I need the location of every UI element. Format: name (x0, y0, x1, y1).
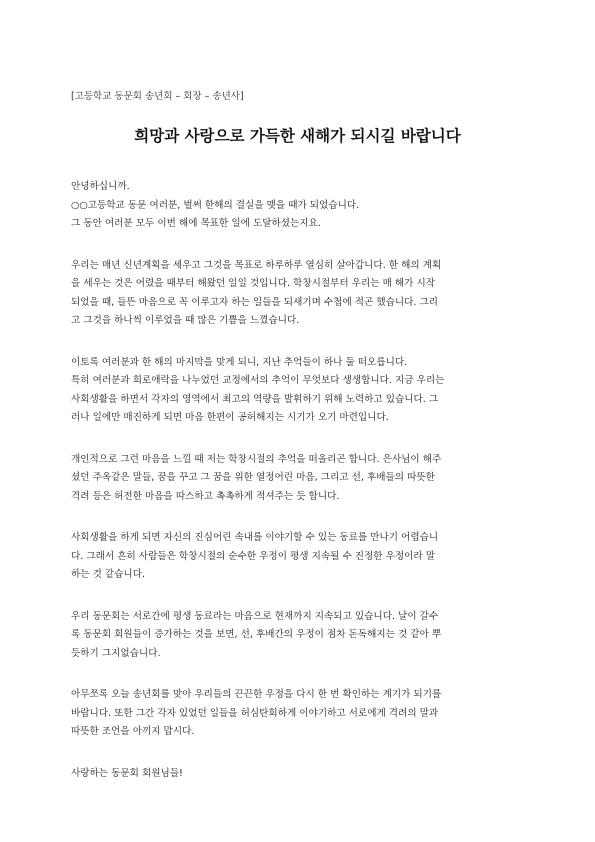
text-line: 우리 동문회는 서로간에 평생 동료라는 마음으로 현재까지 지속되고 있습니다. 날이 갈수 (71, 610, 439, 622)
paragraph-alumni-association (71, 608, 526, 664)
text-line: 셨던 주옥같은 말들, 꿈을 꾸고 그 꿈을 위한 열정어린 마음, 그리고 선, 후배들의 따뜻한 (71, 472, 435, 483)
text-line: 바랍니다. 또한 그간 각자 있었던 일들을 허심탄회하게 이야기하고 서로에게 격려의 말과 (71, 707, 439, 719)
text-line: 안녕하십니까. (71, 181, 130, 192)
text-line: 고 그것을 하나씩 이루었을 때 많은 기쁨을 느꼈습니다. (71, 315, 300, 326)
text-line: 사랑하는 동문회 회원님들! (71, 767, 183, 779)
text-line: 우리는 매년 신년계획을 세우고 그것을 목표로 하루하루 열심히 살아갑니다. 한 해의 계획 (71, 259, 442, 271)
text-line: 듯하기 그지없습니다. (71, 647, 161, 659)
paragraph-memories (71, 354, 526, 428)
paragraph-school-days (71, 451, 526, 507)
text-line: 을 세우는 것은 어렸을 때부터 해왔던 일일 것입니다. 학창시절부터 우리는 매 해가 시작 (71, 278, 436, 289)
paragraph-closing (71, 765, 526, 784)
text-line: 이토록 여러분과 한 해의 마지막을 맞게 되니, 지난 추억들이 하나 둘 떠오릅니다. (71, 356, 408, 368)
document-title: 희망과 사랑으로 가득한 새해가 되시길 바랍니다 (134, 127, 461, 145)
paragraph-greeting (71, 178, 526, 234)
text-line: 록 동문회 회원들이 증가하는 것을 보면, 선, 후배간의 우정이 점차 돈독해지는 것 같아 뿌 (71, 629, 442, 640)
text-line: 특히 여러분과 희로애락을 나누었던 교정에서의 추억이 무엇보다 생생합니다. 지금 우리는 (71, 375, 445, 386)
text-line: 사회생활을 하게 되면 자신의 진심어린 속내를 이야기할 수 있는 동료를 만나기 어렵습니 (71, 532, 439, 543)
paragraph-year-end-party (71, 686, 526, 742)
paragraph-new-year-plans (71, 257, 526, 331)
text-line: 격려 등은 허전한 마음을 따스하고 촉촉하게 적셔주는 듯 합니다. (71, 490, 340, 502)
text-line: 사회생활을 하면서 각자의 영역에서 최고의 역량을 발휘하기 위해 노력하고 있습니다. 그 (71, 393, 439, 405)
document-header: [고등학교 동문회 송년회 – 회장 – 송년사] (71, 91, 244, 102)
text-line: 되었을 때, 들뜬 마음으로 꼭 이루고자 하는 일들을 되새기며 수첩에 적곤 했습니다. 그리 (71, 296, 439, 308)
text-line: 러나 일에만 매진하게 되면 마음 한편이 공허해지는 시기가 오기 마련입니다. (71, 412, 389, 423)
text-line: 그 동안 여러분 모두 이번 해에 목표한 일에 도달하셨는지요. (71, 218, 321, 229)
paragraph-friendship (71, 529, 526, 585)
text-line: 따뜻한 조언을 아끼지 맙시다. (71, 726, 195, 737)
text-line: 개인적으로 그런 마음을 느낄 때 저는 학창시절의 추억을 떠올리곤 합니다. 은사님이 해주 (71, 453, 442, 465)
text-line: ○○고등학교 동문 여러분, 벌써 한해의 결실을 맺을 때가 되었습니다. (71, 199, 360, 211)
text-line: 다. 그래서 흔히 사람들은 학창시절의 순수한 우정이 평생 지속될 수 진정한 우정이라 말 (71, 550, 436, 562)
text-line: 하는 것 같습니다. (71, 569, 146, 580)
text-line: 아무쪼록 오늘 송년회를 맞아 우리들의 끈끈한 우정을 다시 한 번 확인하는 계기가 되기를 (71, 689, 442, 700)
document-body (71, 178, 526, 806)
